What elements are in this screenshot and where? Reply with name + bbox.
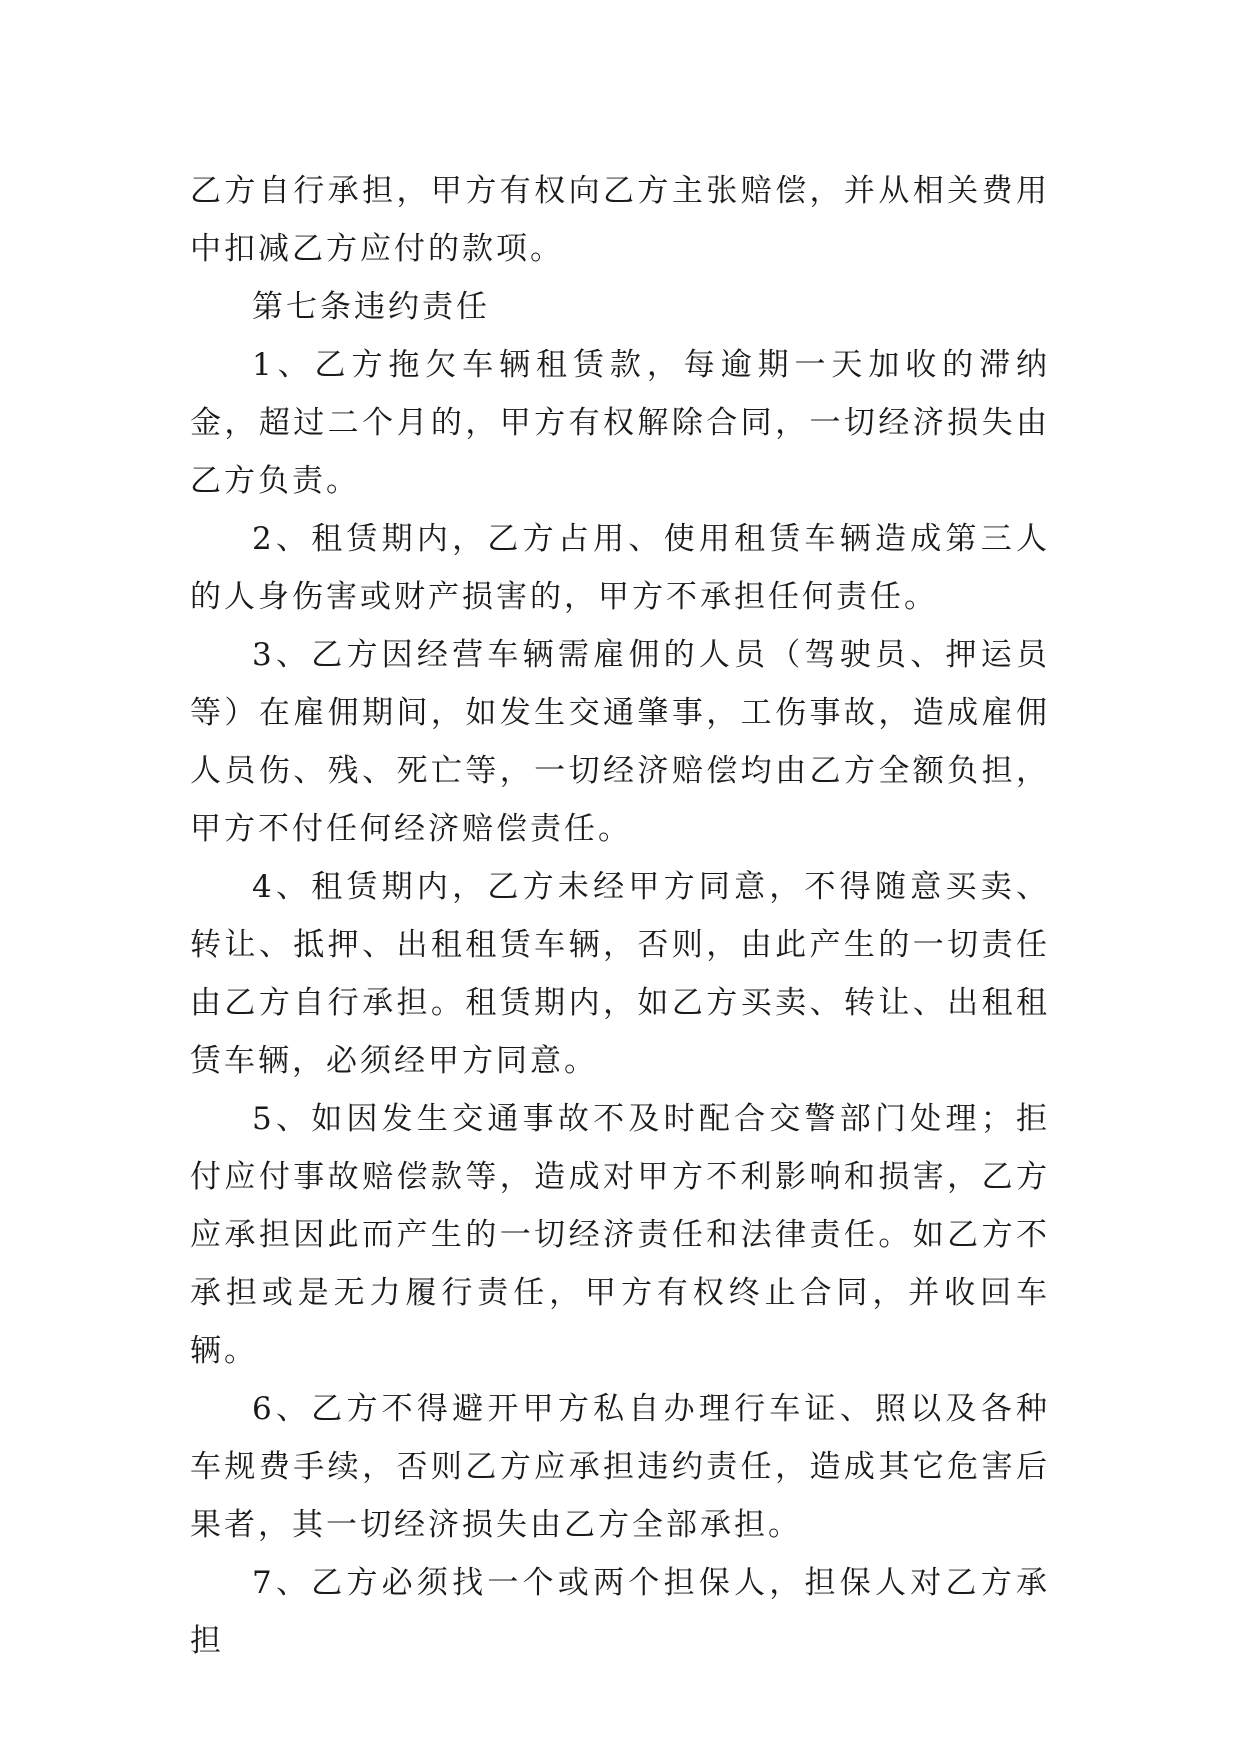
clause-5: 5、如因发生交通事故不及时配合交警部门处理；拒付应付事故赔偿款等，造成对甲方不利影响和损害，乙方应承担因此而产生的一切经济责任和法律责任。如乙方不承担或是无力履行责任，甲方有权终止合同，并收回车辆。 [190,1101,1050,1369]
clause-3: 3、乙方因经营车辆需雇佣的人员（驾驶员、押运员等）在雇佣期间，如发生交通肇事，工伤事故，造成雇佣人员伤、残、死亡等，一切经济赔偿均由乙方全额负担，甲方不付任何经济赔偿责任。 [190,637,1050,847]
clause-6: 6、乙方不得避开甲方私自办理行车证、照以及各种车规费手续，否则乙方应承担违约责任，造成其它危害后果者，其一切经济损失由乙方全部承担。 [190,1391,1050,1543]
clause-4: 4、租赁期内，乙方未经甲方同意，不得随意买卖、转让、抵押、出租租赁车辆，否则，由此产生的一切责任由乙方自行承担。租赁期内，如乙方买卖、转让、出租租赁车辆，必须经甲方同意。 [190,869,1050,1079]
clause-7: 7、乙方必须找一个或两个担保人，担保人对乙方承担 [190,1565,1050,1659]
article-heading: 第七条违约责任 [252,289,490,325]
document-body [190,162,1050,1670]
clause-2: 2、租赁期内，乙方占用、使用租赁车辆造成第三人的人身伤害或财产损害的，甲方不承担任何责任。 [190,521,1050,615]
clause-1: 1、乙方拖欠车辆租赁款，每逾期一天加收的滞纳金，超过二个月的，甲方有权解除合同，一切经济损失由乙方负责。 [190,347,1050,499]
paragraph-continuation: 乙方自行承担，甲方有权向乙方主张赔偿，并从相关费用中扣减乙方应付的款项。 [190,173,1050,267]
